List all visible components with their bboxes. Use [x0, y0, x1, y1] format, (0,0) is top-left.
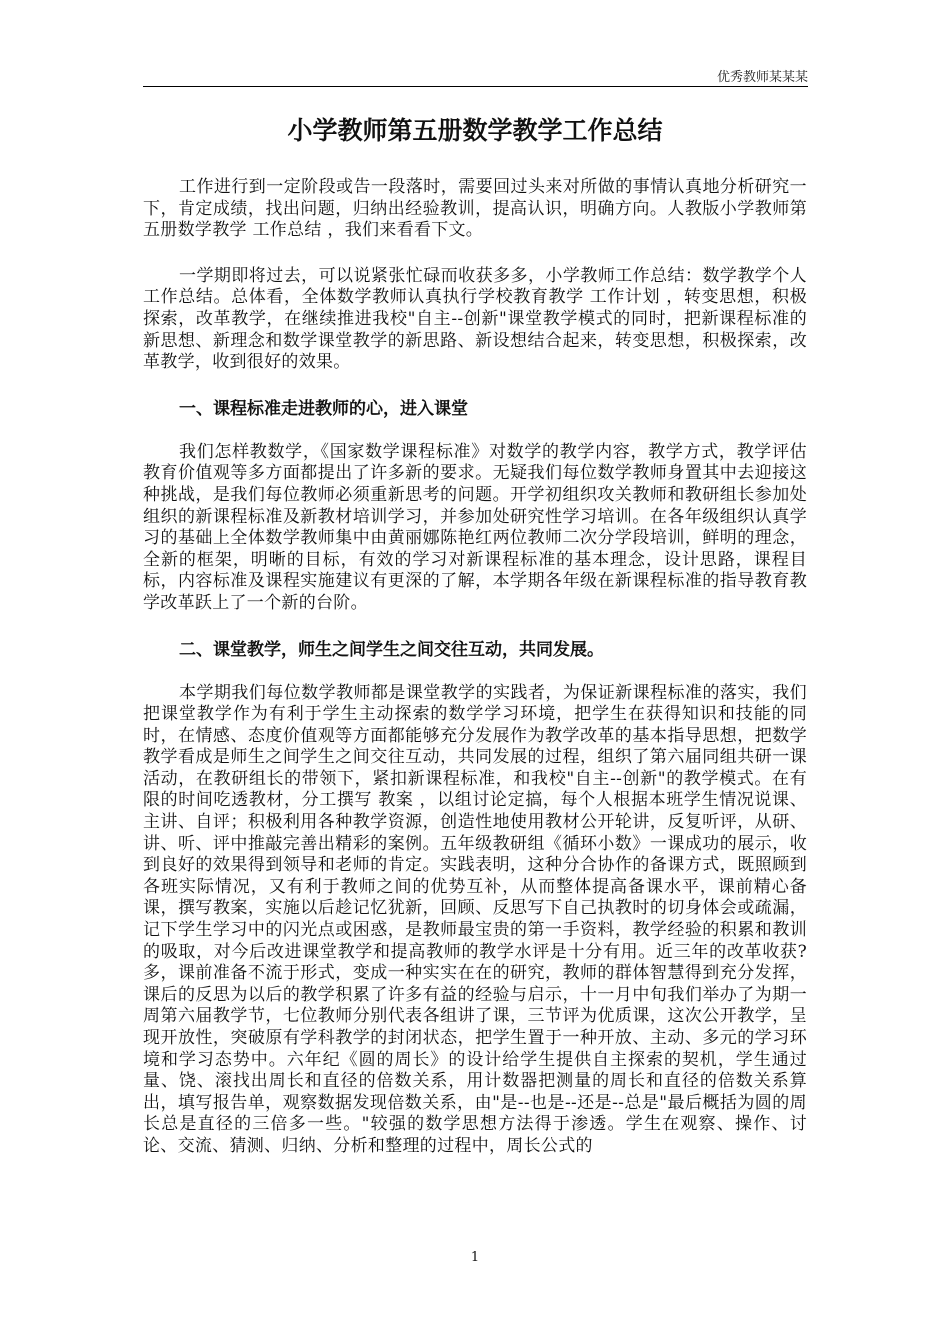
intro-paragraph: 工作进行到一定阶段或告一段落时，需要回过头来对所做的事情认真地分析研究一下，肯定成绩，找出问题，归纳出经验教训，提高认识，明确方向。人教版小学教师第五册数学教学 工作总结 ，我们来看看下文。 — [143, 177, 807, 241]
header-divider — [143, 86, 808, 87]
document-title: 小学教师第五册数学教学工作总结 — [287, 116, 663, 145]
overview-paragraph: 一学期即将过去，可以说紧张忙碌而收获多多，小学教师工作总结：数学教学个人工作总结。总体看，全体数学教师认真执行学校教育教学 工作计划 ，转变思想，积极探索，改革教学，在继续推进我校"自主--创新"课堂教学模式的同时，把新课程标准的新思想、新理念和数学课堂教学的新思路、新设想结合起来，转变思想，积极探索，改革教学，收到很好的效果。 — [143, 265, 807, 373]
document-body — [143, 112, 807, 1182]
page-number: 1 — [470, 1250, 480, 1265]
page-header-author: 优秀教师某某某 — [716, 70, 808, 85]
section-1-paragraph: 我们怎样教数学，《国家数学课程标准》对数学的教学内容，教学方式，教学评估教育价值观等多方面都提出了许多新的要求。无疑我们每位数学教师身置其中去迎接这种挑战，是我们每位教师必须重新思考的问题。开学初组织攻关教师和教研组长参加处组织的新课程标准及新教材培训学习，并参加处研究性学习培训。在各年级组织认真学习的基础上全体数学教师集中由黄丽娜陈艳红两位教师二次分学段培训，鲜明的理念，全新的框架，明晰的目标，有效的学习对新课程标准的基本理念，设计思路，课程目标，内容标准及课程实施建议有更深的了解，本学期各年级在新课程标准的指导教育教学改革跃上了一个新的台阶。 — [143, 441, 807, 613]
section-2-heading: 二、课堂教学，师生之间学生之间交往互动，共同发展。 — [179, 639, 604, 660]
section-2-paragraph: 本学期我们每位数学教师都是课堂教学的实践者，为保证新课程标准的落实，我们把课堂教学作为有利于学生主动探索的数学学习环境，把学生在获得知识和技能的同时，在情感、态度价值观等方面都能够充分发展作为教学改革的基本指导思想，把数学教学看成是师生之间学生之间交往互动，共同发展的过程，组织了第六届同组共研一课活动，在教研组长的带领下，紧扣新课程标准，和我校"自主--创新"的教学模式。在有限的时间吃透教材，分工撰写 教案 ，以组讨论定搞，每个人根据本班学生情况说课、主讲、自评；积极利用各种教学资源，创造性地使用教材公开轮讲，反复听评，从研、讲、听、评中推敲完善出精彩的案例。五年级教研组《循环小数》一课成功的展示，收到良好的效果得到领导和老师的肯定。实践表明，这种分合协作的备课方式，既照顾到各班实际情况，又有利于教师之间的优势互补，从而整体提高备课水平，课前精心备课，撰写教案，实施以后趁记忆犹新，回顾、反思写下自己执教时的切身体会或疏漏，记下学生学习中的闪光点或困惑，是教师最宝贵的第一手资料，教学经验的积累和教训的吸取，对今后改进课堂教学和提高教师的教学水评是十分有用。近三年的改革收获?多，课前准备不流于形式，变成一种实实在在的研究，教师的群体智慧得到充分发挥，课后的反思为以后的教学积累了许多有益的经验与启示，十一月中旬我们举办了为期一周第六届教学节，七位教师分别代表各组讲了课，三节评为优质课，这次公开教学，呈现开放性，突破原有学科教学的封闭状态，把学生置于一种开放、主动、多元的学习环境和学习态势中。六年纪《圆的周长》的设计给学生提供自主探索的契机，学生通过量、饶、滚找出周长和直径的倍数关系，用计数器把测量的周长和直径的倍数关系算出，填写报告单，观察数据发现倍数关系，由"是--也是--还是--总是"最后概括为圆的周长总是直径的三倍多一些。"较强的数学思想方法得于渗透。学生在观察、操作、讨论、交流、猜测、归纳、分析和整理的过程中，周长公式的 — [143, 682, 807, 1156]
section-1-heading: 一、课程标准走进教师的心，进入课堂 — [179, 398, 468, 419]
